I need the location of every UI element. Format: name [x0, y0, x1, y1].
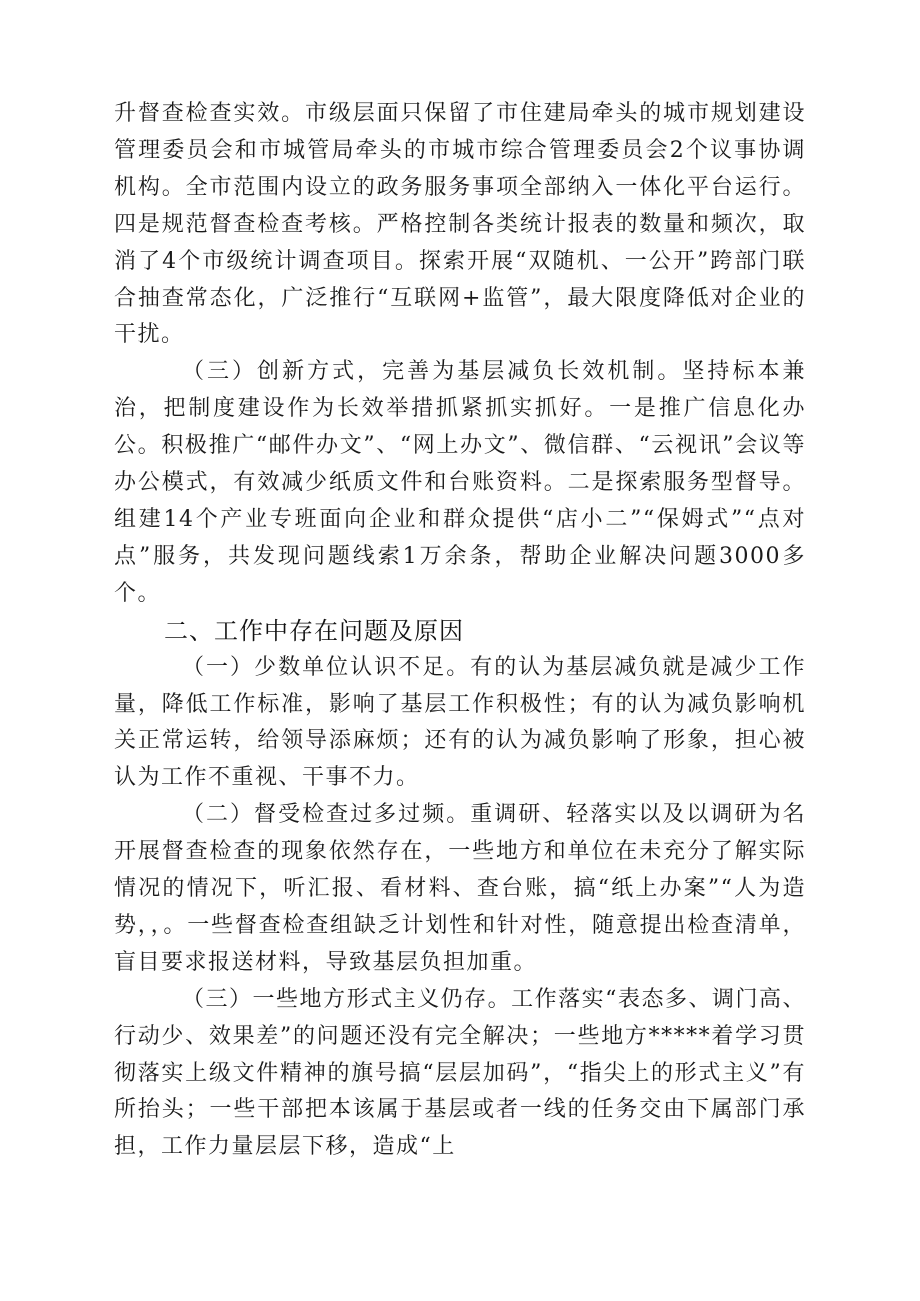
issue-paragraph-awareness: （一）少数单位认识不足。有的认为基层减负就是减少工作量，降低工作标准，影响了基层工作积极性；有的认为减负影响机关正常运转，给领导添麻烦；还有的认为减负影响了形象，担心被认为工作不重视、干事不力。 — [114, 654, 806, 791]
issue-paragraph-inspections: （二）督受检查过多过频。重调研、轻落实以及以调研为名开展督查检查的现象依然存在，一些地方和单位在未充分了解实际情况的情况下，听汇报、看材料、查台账，搞“纸上办案”“人为造势，，。一些督查检查组缺乏计划性和针对性，随意提出检查清单，盲目要求报送材料，导致基层负担加重。 — [114, 802, 806, 975]
paragraph-continuation: 升督查检查实效。市级层面只保留了市住建局牵头的城市规划建设管理委员会和市城管局牵头的市城市综合管理委员会2个议事协调机构。全市范围内设立的政务服务事项全部纳入一体化平台运行。四是规范督查检查考核。严格控制各类统计报表的数量和频次，取消了4个市级统计调查项目。探索开展“双随机、一公开”跨部门联合抽查常态化，广泛推行“互联网+监管”，最大限度降低对企业的干扰。 — [114, 101, 806, 348]
issue-paragraph-formalism: （三）一些地方形式主义仍存。工作落实“表态多、调门高、行动少、效果差”的问题还没有完全解决；一些地方*****着学习贯彻落实上级文件精神的旗号搞“层层加码”，“指尖上的形式主义”有所抬头；一些干部把本该属于基层或者一线的任务交由下属部门承担，工作力量层层下移，造成“上 — [114, 986, 806, 1160]
section-heading: 二、工作中存在问题及原因 — [164, 616, 464, 645]
paragraph-innovation-mechanism: （三）创新方式，完善为基层减负长效机制。坚持标本兼治，把制度建设作为长效举措抓紧抓实抓好。一是推广信息化办公。积极推广“邮件办文”、“网上办文”、微信群、“云视讯”会议等办公模式，有效减少纸质文件和台账资料。二是探索服务型督导。组建14个产业专班面向企业和群众提供“店小二”“保姆式”“点对点”服务，共发现问题线索1万余条，帮助企业解决问题3000多个。 — [114, 359, 806, 606]
document-body — [114, 96, 806, 1166]
